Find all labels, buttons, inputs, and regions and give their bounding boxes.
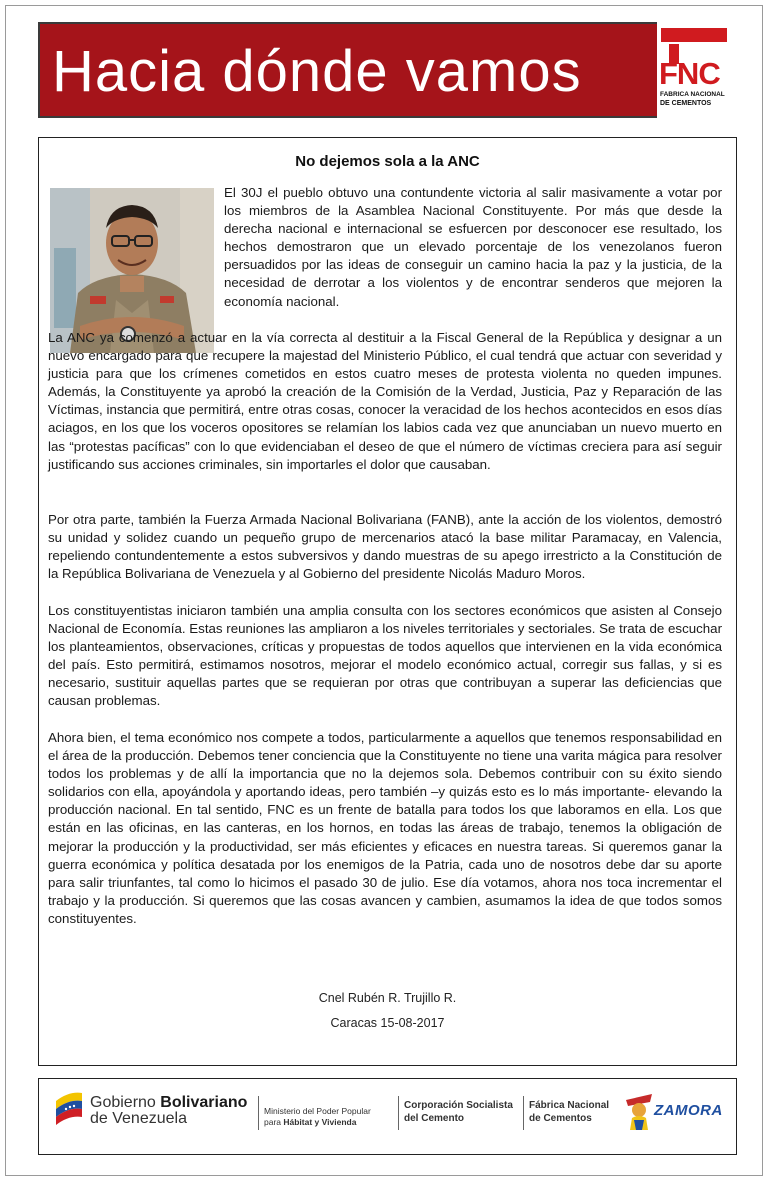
footer-ministerio-line1: Ministerio del Poder Popular: [264, 1106, 371, 1116]
footer-gobierno-line2: de Venezuela: [90, 1110, 187, 1127]
footer-corporacion-line2: del Cemento: [404, 1113, 465, 1124]
venezuela-flag-icon: [52, 1087, 86, 1125]
logo-bar-shape: [661, 28, 727, 42]
paragraph-4: Los constituyentistas iniciaron también una amplia consulta con los sectores económicos que asisten al Consejo Nacional de Economía. Estas reuniones las ampliaron a los niveles territoriales y sectoriales. Se trata de escuchar los planteamientos, observaciones, críticas y propuestas de todos aquellos que intervienen en la vida económica del país. Esto permitirá, estimamos nosotros, mejorar el modelo económico actual, corregir sus fallas, y si es necesario, sustituir aquellas partes que se requieran por otras que contribuyan a superar las deficiencias que causan problemas.: [48, 603, 722, 709]
paragraph-1: El 30J el pueblo obtuvo una contundente victoria al salir masivamente a votar por los miembros de la Asamblea Nacional Constituyente. Por más que desde la derecha nacional e internacional se esfuercen por desconocer ese resultado, los hechos demostraron que un elevado porcentaje de los venezolanos fueron persuadidos por las ideas de conseguir un camino hacia la paz y la justicia, de la necesidad de derrotar a los violentos y de encontrar senderos que mejoren la economía nacional.: [224, 185, 722, 309]
logo-subtitle-line2: DE CEMENTOS: [660, 100, 712, 107]
fnc-logo: [657, 22, 732, 118]
logo-subtitle-line1: FABRICA NACIONAL: [660, 91, 725, 98]
paragraph-5: Ahora bien, el tema económico nos compete a todos, particularmente a aquellos que tenemos responsabilidad en el área de la producción. Debemos tener conciencia que la Constituyente no tiene una varita mágica para resolver todos los problemas y de allí la importancia que no la dejemos sola. Debemos contribuir con su éxito siendo solidarios con ella, apoyándola y aportando ideas, pero también –y quizás esto es lo más importante- elevando la producción nacional. En tal sentido, FNC es un frente de batalla para todos los que laboramos en ella. Los que están en las oficinas, en las canteras, en los hornos, en todas las áreas de trabajo, tenemos la obligación de mejorar la producción y la productividad, ser más eficientes y eficaces en nuestra tareas. Si queremos ganar la guerra económica y política desatada por los enemigos de la Patria, cada uno de nosotros debe dar su aporte para salir triunfantes, tal como lo hicimos el pasado 30 de julio. Ese día votamos, ahora nos toca incrementar el trabajo y la producción. Si queremos que las cosas avancen y cambien, asumamos la idea de que todos somos constituyentes.: [48, 730, 722, 926]
signature-place-date: Caracas 15-08-2017: [330, 1016, 445, 1030]
article-title: No dejemos sola a la ANC: [295, 153, 480, 170]
logo-letters: FNC: [659, 56, 720, 91]
paragraph-3: Por otra parte, también la Fuerza Armada Nacional Bolivariana (FANB), ante la acción de los violentos, demostró su unidad y solidez cuando un pequeño grupo de mercenarios atacó la base militar Paramacay, en Valencia, repeliendo contundentemente a estos subversivos y dando muestras de su apego irrestricto a la Constitución de la República Bolivariana de Venezuela y al Gobierno del presidente Nicolás Maduro Moros.: [48, 512, 722, 582]
header-title: Hacia dónde vamos: [52, 39, 582, 104]
header-banner: [38, 22, 732, 118]
footer-gobierno-line1: Gobierno Bolivariano: [90, 1094, 248, 1111]
footer-divider: [398, 1096, 399, 1130]
zamora-figure-icon: [622, 1090, 656, 1130]
footer-corporacion-line1: Corporación Socialista: [404, 1100, 513, 1111]
signature-name: Cnel Rubén R. Trujillo R.: [318, 991, 457, 1005]
footer-ministerio-line2: para Hábitat y Vivienda: [264, 1117, 357, 1127]
footer-zamora-logo: ZAMORA: [654, 1102, 723, 1119]
footer-divider: [258, 1096, 259, 1130]
footer-divider: [523, 1096, 524, 1130]
footer-fabrica-line2: de Cementos: [529, 1113, 592, 1124]
footer-fabrica-line1: Fábrica Nacional: [529, 1100, 610, 1111]
paragraph-2: La ANC ya comenzó a actuar en la vía correcta al destituir a la Fiscal General de la República y designar a un nuevo encargado para que recupere la majestad del Ministerio Público, el cual tendrá que actuar con severidad y justicia para que los crímenes cometidos en estos cuatro meses de protesta violenta no queden impunes. Además, la Constituyente ya aprobó la creación de la Comisión de la Verdad, Justicia, Paz y Reparación de las Víctimas, instancia que permitirá, entre otras cosas, conocer la veracidad de los hechos acontecidos en esos días aciagos, en los que los voceros opositores se relamían los labios cada vez que anunciaban un nuevo muerto en las “protestas pacíficas” con lo que evidenciaban el deseo de que el número de víctimas creciera para así seguir justificando sus acciones criminales, sin importarles el dolor que causaban.: [48, 330, 722, 472]
